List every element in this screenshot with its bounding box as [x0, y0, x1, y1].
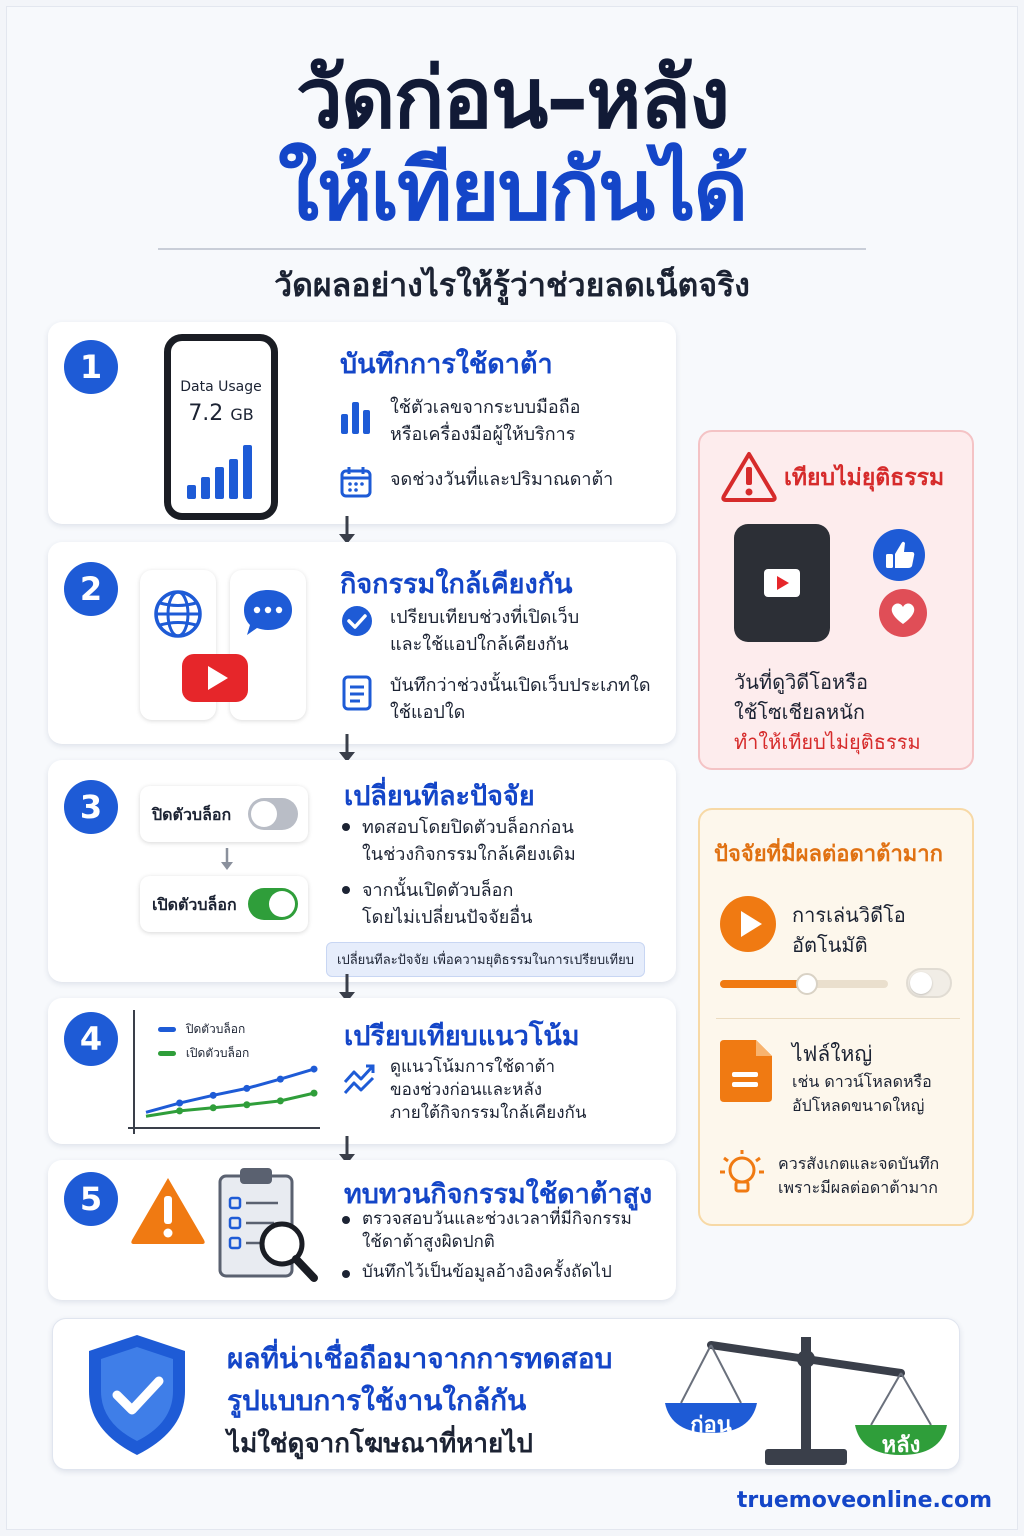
- footer-url[interactable]: truemoveonline.com: [736, 1488, 992, 1513]
- chat-bubble-icon: [240, 586, 296, 638]
- legend-on-label: เปิดตัวบล็อก: [185, 1046, 250, 1060]
- step-2-card: [48, 542, 676, 744]
- before-label: ก่อน: [690, 1413, 732, 1438]
- bar-chart-icon: [338, 396, 374, 436]
- step-4-card: [48, 998, 676, 1144]
- autoplay-progress-track: [720, 980, 888, 988]
- autoplay-label: การเล่นวิดีโอ อัตโนมัติ: [792, 903, 906, 957]
- phone-bar-chart-icon: [181, 441, 261, 501]
- step-2-item-1: เปรียบเทียบช่วงที่เปิดเว็บ และใช้แอปใกล้เคียงกัน: [390, 607, 580, 655]
- phone-usage-unit: GB: [230, 405, 254, 424]
- unfair-line-1: วันที่ดูวิดีโอหรือ: [734, 670, 868, 694]
- play-circle-icon: [718, 894, 778, 954]
- title-divider: [158, 248, 866, 250]
- phone-video-icon: [734, 524, 830, 642]
- phone-usage-value: [171, 401, 271, 426]
- step-4-number: 4: [64, 1012, 118, 1066]
- conclusion-line-3: ไม่ใช่ดูจากโฆษณาที่หายไป: [227, 1429, 533, 1459]
- trend-point: [210, 1092, 217, 1099]
- lightbulb-icon: [716, 1146, 768, 1202]
- document-icon: [340, 674, 374, 712]
- step-3-card: [48, 760, 676, 982]
- step-3-number: 3: [64, 780, 118, 834]
- step-2-item-2: บันทึกว่าช่วงนั้นเปิดเว็บประเภทใด ใช้แอปใด: [390, 675, 651, 723]
- warning-triangle-icon: [128, 1174, 208, 1246]
- trend-point: [277, 1076, 284, 1083]
- step-1-number: 1: [64, 340, 118, 394]
- trend-point: [176, 1100, 183, 1107]
- trend-point: [311, 1066, 318, 1073]
- tip-text: ควรสังเกตและจดบันทึก เพราะมีผลต่อดาต้ามาก: [778, 1154, 940, 1197]
- step-3-note-badge: เปลี่ยนทีละปัจจัย เพื่อความยุติธรรมในการเปรียบเทียบ: [326, 942, 645, 977]
- heart-icon: [878, 588, 928, 638]
- unfair-line-3: ทำให้เทียบไม่ยุติธรรม: [734, 730, 921, 754]
- legend-swatch-on: [158, 1051, 176, 1056]
- autoplay-progress-fill: [720, 980, 807, 988]
- phone-usage-number: 7.2: [188, 401, 224, 426]
- toggle-on-card: [140, 876, 308, 932]
- trend-point: [210, 1104, 217, 1111]
- legend-off: [158, 1020, 245, 1039]
- step-1-title: บันทึกการใช้ดาต้า: [340, 349, 553, 380]
- phone-illustration: [164, 334, 278, 520]
- legend-swatch-off: [158, 1027, 176, 1032]
- step-5-title: ทบทวนกิจกรรมใช้ดาต้าสูง: [344, 1179, 653, 1210]
- toggle-off-card: [140, 786, 308, 842]
- bullet-dot: [342, 886, 350, 894]
- step-3-item-2: จากนั้นเปิดตัวบล็อก โดยไม่เปลี่ยนปัจจัยอื่น: [362, 880, 533, 928]
- legend-on: [158, 1044, 249, 1063]
- conclusion-line-2: รูปแบบการใช้งานใกล้กัน: [227, 1384, 527, 1417]
- globe-icon: [152, 588, 204, 640]
- step-2-number: 2: [64, 562, 118, 616]
- toggle-knob: [910, 972, 932, 994]
- check-circle-icon: [340, 604, 374, 638]
- step-5-number: 5: [64, 1172, 118, 1226]
- after-label: หลัง: [881, 1433, 921, 1458]
- unfair-title: เทียบไม่ยุติธรรม: [784, 465, 945, 491]
- blocker-toggle-off[interactable]: [248, 798, 298, 830]
- toggle-on-label: เปิดตัวบล็อก: [152, 895, 237, 914]
- step-5-item-2: บันทึกไว้เป็นข้อมูลอ้างอิงครั้งถัดไป: [362, 1262, 612, 1282]
- bullet-dot: [342, 1216, 350, 1224]
- page-subtitle: วัดผลอย่างไรให้รู้ว่าช่วยลดเน็ตจริง: [274, 266, 750, 304]
- bigfile-title: ไฟล์ใหญ่: [792, 1042, 873, 1066]
- trend-point: [176, 1107, 183, 1114]
- autoplay-progress-knob[interactable]: [796, 973, 818, 995]
- unfair-comparison-card: [698, 430, 974, 770]
- trend-point: [311, 1090, 318, 1097]
- youtube-icon: [180, 652, 250, 704]
- autoplay-toggle[interactable]: [906, 968, 952, 998]
- step-4-item-1: ดูแนวโน้มการใช้ดาต้า ของช่วงก่อนและหลัง ภายใต้กิจกรรมใกล้เคียงกัน: [390, 1057, 587, 1123]
- bullet-dot: [342, 823, 350, 831]
- page-title-line2: ให้เทียบกันได้: [277, 141, 747, 239]
- blocker-toggle-on[interactable]: [248, 888, 298, 920]
- unfair-line-2: ใช้โซเชียลหนัก: [734, 700, 866, 724]
- step-3-title: เปลี่ยนทีละปัจจัย: [344, 781, 535, 812]
- conclusion-line-1: ผลที่น่าเชื่อถือมาจากการทดสอบ: [227, 1342, 613, 1375]
- arrow-down-small-icon: [218, 848, 236, 872]
- toggle-knob: [251, 801, 277, 827]
- conclusion-card: [52, 1318, 960, 1470]
- trend-point: [243, 1101, 250, 1108]
- trend-icon: [342, 1060, 378, 1096]
- calendar-icon: [338, 464, 374, 500]
- step-1-item-1: ใช้ตัวเลขจากระบบมือถือ หรือเครื่องมือผู้ให้บริการ: [390, 397, 581, 445]
- factors-divider: [716, 1018, 960, 1019]
- file-icon: [718, 1036, 776, 1104]
- step-2-title: กิจกรรมใกล้เคียงกัน: [340, 569, 573, 600]
- step-5-card: [48, 1160, 676, 1300]
- toggle-off-label: ปิดตัวบล็อก: [152, 805, 232, 824]
- legend-off-label: ปิดตัวบล็อก: [185, 1022, 246, 1036]
- phone-usage-label: Data Usage: [180, 379, 262, 395]
- toggle-knob: [269, 891, 295, 917]
- step-5-item-1: ตรวจสอบวันและช่วงเวลาที่มีกิจกรรม ใช้ดาต้าสูงผิดปกติ: [362, 1209, 632, 1252]
- bullet-dot: [342, 1270, 350, 1278]
- bigfile-text: เช่น ดาวน์โหลดหรือ อัปโหลดขนาดใหญ่: [792, 1072, 932, 1115]
- trend-point: [277, 1097, 284, 1104]
- play-icon: [764, 569, 800, 597]
- thumbs-up-icon: [872, 528, 926, 582]
- step-1-item-2: จดช่วงวันที่และปริมาณดาต้า: [390, 469, 614, 490]
- factors-card: [698, 808, 974, 1226]
- factors-title: ปัจจัยที่มีผลต่อดาต้ามาก: [714, 842, 943, 867]
- shield-check-icon: [83, 1331, 191, 1459]
- step-3-item-1: ทดสอบโดยปิดตัวบล็อกก่อน ในช่วงกิจกรรมใกล้เคียงเดิม: [362, 817, 576, 865]
- clipboard-search-icon: [214, 1164, 324, 1290]
- step-4-title: เปรียบเทียบแนวโน้ม: [344, 1021, 580, 1052]
- trend-point: [243, 1085, 250, 1092]
- page-title-line1: วัดก่อน–หลัง: [295, 49, 729, 147]
- warning-triangle-icon: [720, 450, 778, 502]
- step-1-card: [48, 322, 676, 524]
